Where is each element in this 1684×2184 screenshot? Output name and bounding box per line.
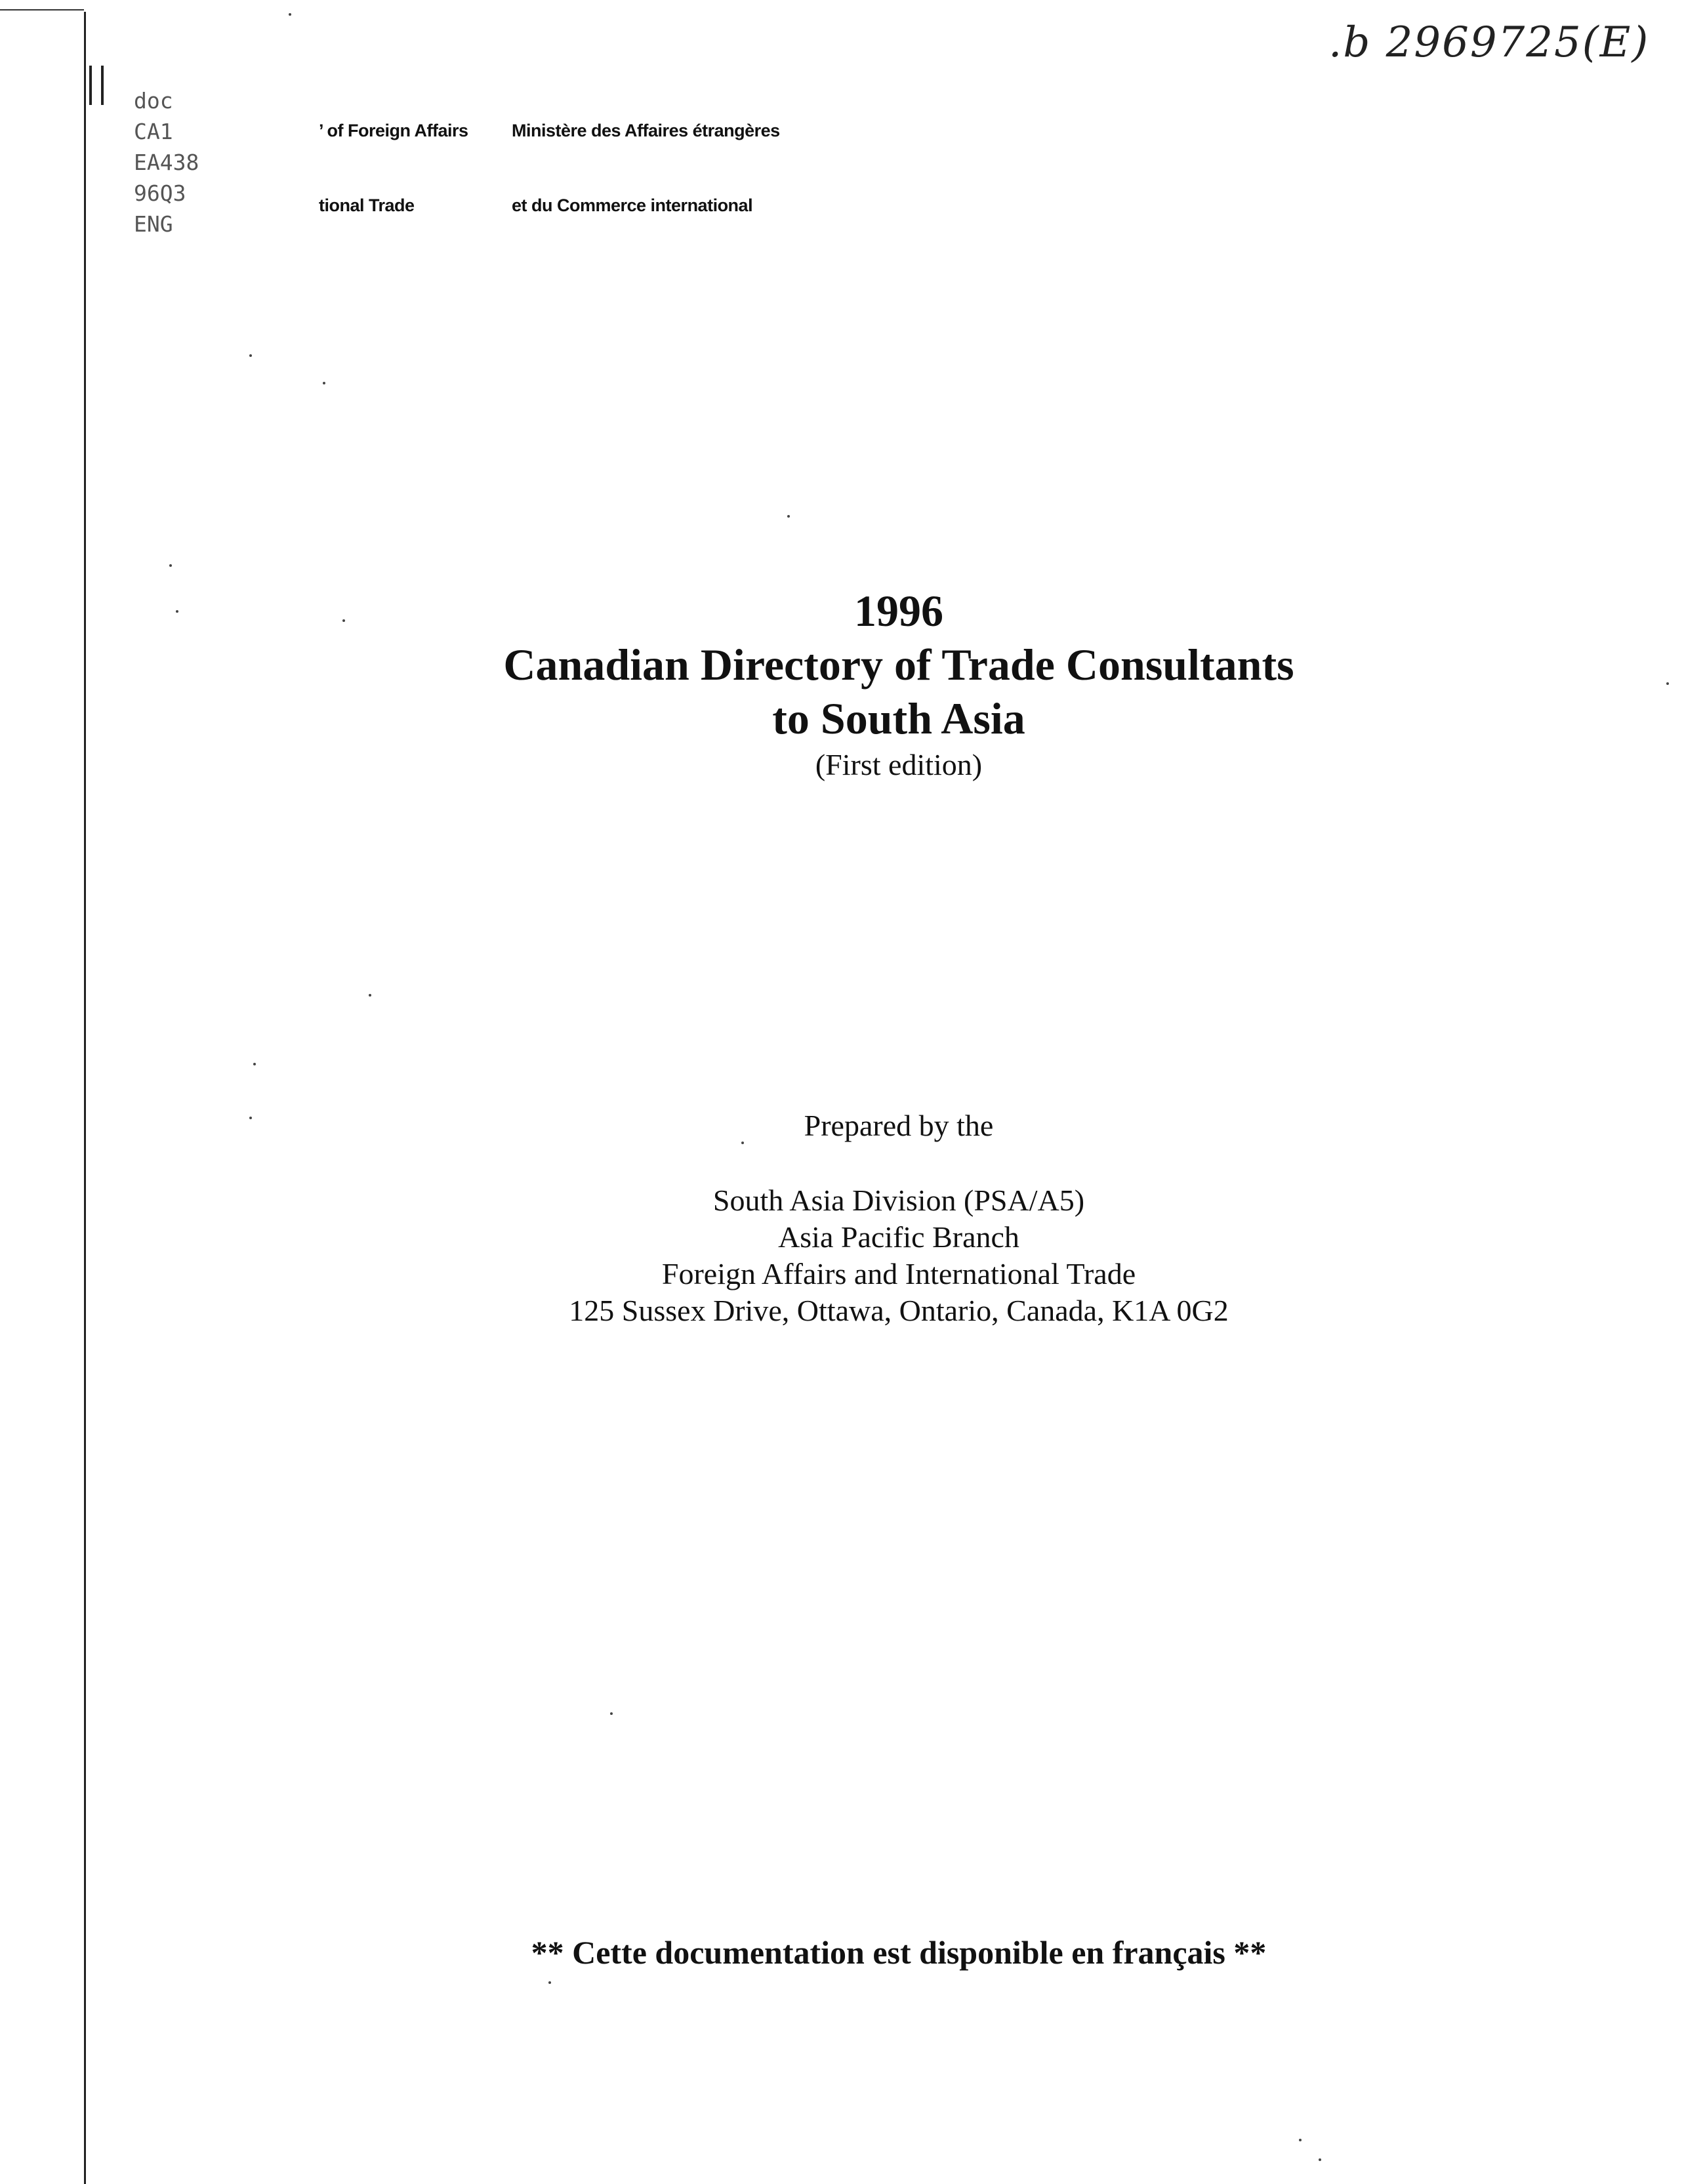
department-en-line-1: ’ of Foreign Affairs bbox=[319, 121, 468, 140]
scan-speck bbox=[787, 515, 790, 518]
title-line-2: to South Asia bbox=[772, 693, 1025, 743]
scan-speck bbox=[1319, 2158, 1321, 2161]
scan-speck bbox=[249, 354, 252, 357]
prepared-department: Foreign Affairs and International Trade bbox=[661, 1257, 1136, 1290]
prepared-division: South Asia Division (PSA/A5) bbox=[712, 1184, 1085, 1217]
catalog-line-4: 96Q3 bbox=[134, 180, 186, 206]
scan-speck bbox=[253, 1063, 256, 1065]
scan-speck bbox=[323, 382, 325, 384]
scan-speck bbox=[369, 994, 371, 997]
handwritten-document-number: .b 2969725(E) bbox=[1328, 18, 1650, 67]
scan-speck bbox=[169, 564, 172, 567]
title-block bbox=[354, 584, 1443, 785]
department-fr-line-2: et du Commerce international bbox=[512, 196, 753, 215]
department-name-english bbox=[319, 68, 468, 268]
binding-edge bbox=[84, 12, 86, 2184]
scan-speck bbox=[1299, 2139, 1302, 2141]
prepared-address: 125 Sussex Drive, Ottawa, Ontario, Canada, K1A 0G2 bbox=[569, 1294, 1229, 1327]
scan-speck bbox=[1666, 682, 1669, 685]
catalog-stamp bbox=[134, 85, 199, 239]
scan-speck bbox=[176, 610, 178, 613]
scan-speck bbox=[342, 619, 345, 622]
department-name-french bbox=[512, 68, 780, 268]
prepared-branch: Asia Pacific Branch bbox=[778, 1220, 1019, 1254]
department-fr-line-1: Ministère des Affaires étrangères bbox=[512, 121, 780, 140]
scan-speck bbox=[741, 1142, 744, 1144]
scan-edge-top bbox=[0, 9, 84, 10]
prepared-by-intro: Prepared by the bbox=[804, 1109, 994, 1142]
scan-speck bbox=[249, 1117, 252, 1119]
scan-speck bbox=[289, 13, 291, 16]
prepared-by-block bbox=[354, 1107, 1443, 1329]
title-line-1: Canadian Directory of Trade Consultants bbox=[503, 640, 1294, 690]
french-availability-note: ** Cette documentation est disponible en français ** bbox=[531, 1934, 1267, 1971]
catalog-line-3: EA438 bbox=[134, 150, 199, 175]
title-year: 1996 bbox=[854, 586, 943, 636]
catalog-line-1: doc bbox=[134, 88, 173, 113]
catalog-line-2: CA1 bbox=[134, 119, 173, 144]
catalog-line-5: ENG bbox=[134, 211, 173, 237]
title-edition: (First edition) bbox=[815, 748, 983, 781]
clip-mark bbox=[89, 66, 104, 105]
scan-speck bbox=[610, 1712, 613, 1715]
scan-speck bbox=[548, 1981, 551, 1984]
department-en-line-2: tional Trade bbox=[319, 196, 415, 215]
